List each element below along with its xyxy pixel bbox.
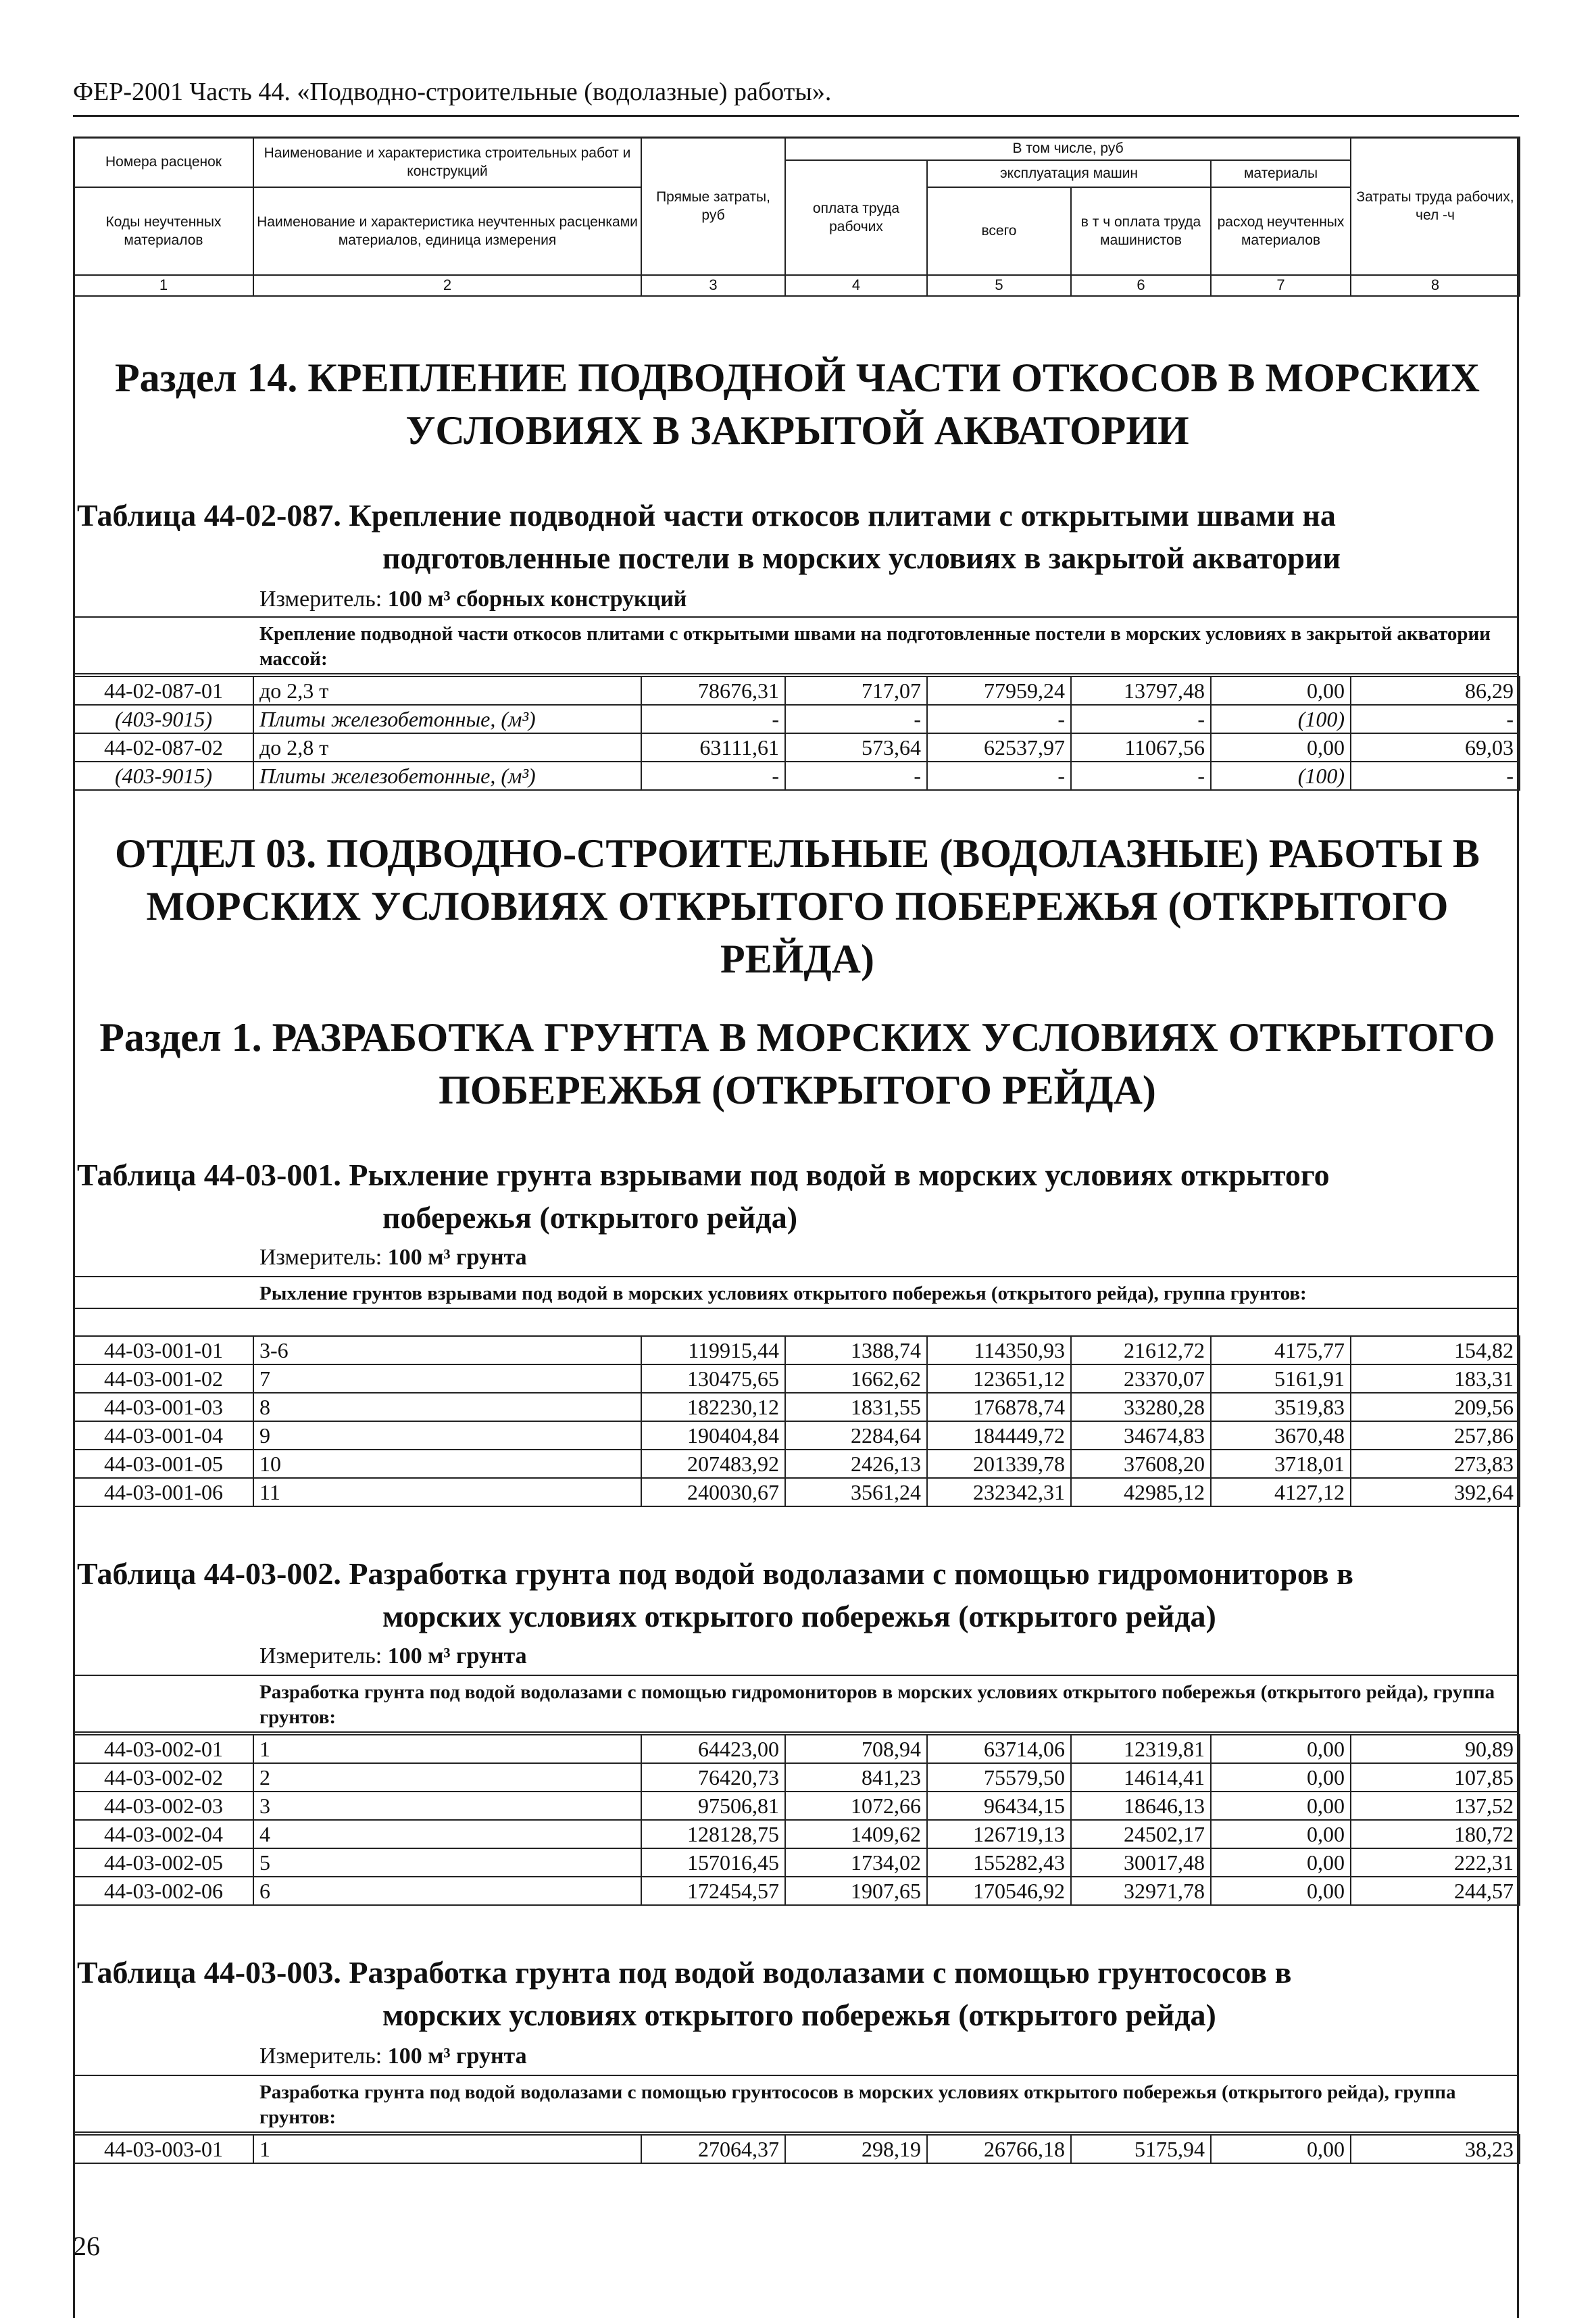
cell-c8: 244,57 — [1351, 1877, 1520, 1905]
table-087-data — [73, 676, 1520, 791]
material-row — [74, 762, 1520, 790]
table-001-description: Рыхление грунтов взрывами под водой в морских условиях открытого побережья (открытого рейда), группа грунтов: — [73, 1277, 1519, 1309]
table-002-meter — [259, 1644, 527, 1669]
cell-code: 44-03-002-04 — [74, 1820, 253, 1848]
cell-c3: 119915,44 — [641, 1336, 785, 1364]
material-cell-c3: - — [641, 705, 785, 733]
cell-code: 44-02-087-02 — [74, 733, 253, 762]
cell-c6: 37608,20 — [1071, 1450, 1211, 1478]
table-row — [74, 1763, 1520, 1792]
cell-c4: 717,07 — [785, 676, 927, 705]
cell-name: 9 — [253, 1421, 641, 1450]
table-row — [74, 1820, 1520, 1848]
table-087-title-line1: Крепление подводной части откосов плитами с открытыми швами на — [349, 498, 1336, 533]
cell-c3: 27064,37 — [641, 2135, 785, 2163]
cell-c3: 78676,31 — [641, 676, 785, 705]
table-003-meter — [259, 2044, 527, 2069]
cell-c6: 5175,94 — [1071, 2135, 1211, 2163]
table-003-title — [77, 1952, 1503, 2036]
table-003-title-line1: Разработка грунта под водой водолазами с помощью грунтососов в — [349, 1955, 1292, 1990]
cell-name: 5 — [253, 1848, 641, 1877]
cell-c5: 75579,50 — [927, 1763, 1071, 1792]
cell-c6: 33280,28 — [1071, 1393, 1211, 1421]
material-cell-c8: - — [1351, 762, 1520, 790]
page-number: 26 — [73, 2231, 100, 2261]
cell-c7: 0,00 — [1211, 1820, 1351, 1848]
material-cell-c6: - — [1071, 762, 1211, 790]
cell-c7: 0,00 — [1211, 1735, 1351, 1763]
table-002-title-line1: Разработка грунта под водой водолазами с помощью гидромониторов в — [349, 1556, 1353, 1591]
cell-code: 44-03-002-06 — [74, 1877, 253, 1905]
header-wage: оплата труда рабочих — [785, 160, 927, 275]
cell-c5: 96434,15 — [927, 1792, 1071, 1820]
cell-c6: 13797,48 — [1071, 676, 1211, 705]
cell-c5: 62537,97 — [927, 733, 1071, 762]
table-003-title-line2: морских условиях открытого побережья (открытого рейда) — [382, 1997, 1216, 2032]
table-row — [74, 1848, 1520, 1877]
table-001-title — [77, 1154, 1503, 1239]
cell-name: 3 — [253, 1792, 641, 1820]
header-labor-costs: Затраты труда рабочих, чел -ч — [1351, 137, 1520, 275]
table-row — [74, 1877, 1520, 1905]
cell-c4: 2284,64 — [785, 1421, 927, 1450]
cell-name: 2 — [253, 1763, 641, 1792]
cell-name: 1 — [253, 1735, 641, 1763]
cell-name: 4 — [253, 1820, 641, 1848]
cell-c7: 4175,77 — [1211, 1336, 1351, 1364]
cell-name: до 2,3 т — [253, 676, 641, 705]
header-name-bottom: Наименование и характеристика неучтенных расценками материалов, единица измерения — [253, 187, 641, 275]
material-cell-c4: - — [785, 762, 927, 790]
header-machines-wage: в т ч оплата труда машинистов — [1071, 187, 1211, 275]
material-cell-c4: - — [785, 705, 927, 733]
cell-c7: 0,00 — [1211, 1848, 1351, 1877]
cell-c5: 184449,72 — [927, 1421, 1071, 1450]
table-001-data — [73, 1335, 1520, 1507]
cell-c5: 176878,74 — [927, 1393, 1071, 1421]
section-14-title: Раздел 14. КРЕПЛЕНИЕ ПОДВОДНОЙ ЧАСТИ ОТКОСОВ В МОРСКИХ УСЛОВИЯХ В ЗАКРЫТОЙ АКВАТОРИИ — [115, 355, 1480, 453]
cell-code: 44-03-001-06 — [74, 1478, 253, 1506]
table-row — [74, 1421, 1520, 1450]
cell-c6: 21612,72 — [1071, 1336, 1211, 1364]
cell-c7: 0,00 — [1211, 676, 1351, 705]
table-002-data — [73, 1734, 1520, 1906]
cell-c6: 30017,48 — [1071, 1848, 1211, 1877]
cell-code: 44-03-002-05 — [74, 1848, 253, 1877]
cell-code: 44-03-001-03 — [74, 1393, 253, 1421]
cell-c8: 222,31 — [1351, 1848, 1520, 1877]
cell-c7: 0,00 — [1211, 1877, 1351, 1905]
header-including: В том числе, руб — [785, 137, 1351, 160]
cell-name: 8 — [253, 1393, 641, 1421]
header-codes-bottom: Коды неучтенных материалов — [74, 187, 253, 275]
cell-c8: 86,29 — [1351, 676, 1520, 705]
header-materials-sub: расход неучтенных материалов — [1211, 187, 1351, 275]
cell-c3: 97506,81 — [641, 1792, 785, 1820]
cell-code: 44-03-003-01 — [74, 2135, 253, 2163]
meter-label: Измеритель: — [259, 587, 382, 612]
table-row — [74, 1393, 1520, 1421]
cell-c3: 76420,73 — [641, 1763, 785, 1792]
meter-value: 100 м³ грунта — [387, 1644, 527, 1669]
cell-c8: 38,23 — [1351, 2135, 1520, 2163]
header-name-top: Наименование и характеристика строительных работ и конструкций — [253, 137, 641, 187]
table-003-number: Таблица 44-03-003. — [77, 1955, 341, 1990]
table-row — [74, 1792, 1520, 1820]
material-cell-c5: - — [927, 762, 1071, 790]
col-num-4: 4 — [785, 275, 927, 296]
header-materials: материалы — [1211, 160, 1351, 187]
table-001-title-line1: Рыхление грунта взрывами под водой в морских условиях открытого — [349, 1158, 1330, 1192]
cell-code: 44-03-001-01 — [74, 1336, 253, 1364]
cell-c6: 14614,41 — [1071, 1763, 1211, 1792]
cell-c8: 107,85 — [1351, 1763, 1520, 1792]
cell-c8: 90,89 — [1351, 1735, 1520, 1763]
material-cell-c3: - — [641, 762, 785, 790]
cell-c3: 157016,45 — [641, 1848, 785, 1877]
cell-c8: 69,03 — [1351, 733, 1520, 762]
cell-c4: 1662,62 — [785, 1364, 927, 1393]
cell-c6: 11067,56 — [1071, 733, 1211, 762]
cell-c5: 114350,93 — [927, 1336, 1071, 1364]
cell-c3: 172454,57 — [641, 1877, 785, 1905]
header-machines-total: всего — [927, 187, 1071, 275]
cell-code: 44-03-002-03 — [74, 1792, 253, 1820]
cell-c8: 154,82 — [1351, 1336, 1520, 1364]
cell-c6: 34674,83 — [1071, 1421, 1211, 1450]
cell-c5: 170546,92 — [927, 1877, 1071, 1905]
cell-c4: 1388,74 — [785, 1336, 927, 1364]
cell-c4: 3561,24 — [785, 1478, 927, 1506]
table-002-description: Разработка грунта под водой водолазами с помощью гидромониторов в морских условиях открытого побережья (открытого рейда), группа грунтов: — [73, 1676, 1519, 1733]
cell-name: до 2,8 т — [253, 733, 641, 762]
meter-value: 100 м³ грунта — [387, 2044, 527, 2069]
table-001-meter — [259, 1245, 527, 1271]
col-num-1: 1 — [74, 275, 253, 296]
cell-c4: 1831,55 — [785, 1393, 927, 1421]
cell-c5: 126719,13 — [927, 1820, 1071, 1848]
cell-c3: 63111,61 — [641, 733, 785, 762]
table-002-title — [77, 1553, 1503, 1637]
cell-c8: 273,83 — [1351, 1450, 1520, 1478]
cell-code: 44-03-001-02 — [74, 1364, 253, 1393]
meter-label: Измеритель: — [259, 2044, 382, 2069]
cell-c7: 0,00 — [1211, 2135, 1351, 2163]
table-002-title-line2: морских условиях открытого побережья (открытого рейда) — [382, 1598, 1216, 1633]
cell-c5: 201339,78 — [927, 1450, 1071, 1478]
cell-c4: 573,64 — [785, 733, 927, 762]
cell-c8: 137,52 — [1351, 1792, 1520, 1820]
header-direct-costs: Прямые затраты, руб — [641, 137, 785, 275]
cell-c4: 708,94 — [785, 1735, 927, 1763]
cell-c8: 209,56 — [1351, 1393, 1520, 1421]
table-row — [74, 1735, 1520, 1763]
cell-c5: 232342,31 — [927, 1478, 1071, 1506]
cell-c7: 0,00 — [1211, 1763, 1351, 1792]
cell-c7: 5161,91 — [1211, 1364, 1351, 1393]
cell-name: 11 — [253, 1478, 641, 1506]
cell-c8: 392,64 — [1351, 1478, 1520, 1506]
table-row — [74, 1478, 1520, 1506]
column-header-table — [73, 137, 1520, 297]
cell-c3: 130475,65 — [641, 1364, 785, 1393]
table-087-title-line2: подготовленные постели в морских условиях в закрытой акватории — [382, 540, 1341, 575]
cell-c6: 32971,78 — [1071, 1877, 1211, 1905]
cell-c5: 155282,43 — [927, 1848, 1071, 1877]
col-num-7: 7 — [1211, 275, 1351, 296]
table-087-number: Таблица 44-02-087. — [77, 498, 341, 533]
table-001-number: Таблица 44-03-001. — [77, 1158, 341, 1192]
material-cell-name: Плиты железобетонные, (м³) — [253, 705, 641, 733]
table-087-title — [77, 495, 1503, 579]
cell-name: 1 — [253, 2135, 641, 2163]
table-003-data — [73, 2134, 1520, 2164]
document-header: ФЕР-2001 Часть 44. «Подводно-строительные (водолазные) работы». — [73, 78, 832, 106]
col-num-5: 5 — [927, 275, 1071, 296]
department-03-title: ОТДЕЛ 03. ПОДВОДНО-СТРОИТЕЛЬНЫЕ (ВОДОЛАЗНЫЕ) РАБОТЫ В МОРСКИХ УСЛОВИЯХ ОТКРЫТОГО ПОБЕРЕЖЬЯ (ОТКРЫТОГО РЕЙДА) — [115, 831, 1480, 981]
table-001-title-line2: побережья (открытого рейда) — [382, 1200, 798, 1235]
cell-c3: 207483,92 — [641, 1450, 785, 1478]
cell-c7: 3718,01 — [1211, 1450, 1351, 1478]
table-row — [74, 2135, 1520, 2163]
cell-c7: 0,00 — [1211, 1792, 1351, 1820]
cell-c4: 1072,66 — [785, 1792, 927, 1820]
table-087-description: Крепление подводной части откосов плитами с открытыми швами на подготовленные постели в морских условиях в закрытой акватории массой: — [73, 618, 1519, 674]
table-002-number: Таблица 44-03-002. — [77, 1556, 341, 1591]
cell-c5: 63714,06 — [927, 1735, 1071, 1763]
cell-c6: 23370,07 — [1071, 1364, 1211, 1393]
meter-label: Измеритель: — [259, 1245, 382, 1270]
cell-c4: 1734,02 — [785, 1848, 927, 1877]
meter-value: 100 м³ грунта — [387, 1245, 527, 1270]
cell-c3: 182230,12 — [641, 1393, 785, 1421]
header-codes-top: Номера расценок — [74, 137, 253, 187]
cell-code: 44-03-001-04 — [74, 1421, 253, 1450]
cell-name: 6 — [253, 1877, 641, 1905]
cell-code: 44-03-001-05 — [74, 1450, 253, 1478]
material-cell-c7: (100) — [1211, 762, 1351, 790]
cell-c7: 0,00 — [1211, 733, 1351, 762]
material-cell-c6: - — [1071, 705, 1211, 733]
cell-c6: 12319,81 — [1071, 1735, 1211, 1763]
header-rule — [73, 115, 1519, 117]
table-row — [74, 1450, 1520, 1478]
cell-c5: 26766,18 — [927, 2135, 1071, 2163]
cell-c8: 180,72 — [1351, 1820, 1520, 1848]
cell-code: 44-03-002-01 — [74, 1735, 253, 1763]
material-cell-code: (403-9015) — [74, 705, 253, 733]
cell-c8: 257,86 — [1351, 1421, 1520, 1450]
table-row — [74, 676, 1520, 705]
cell-code: 44-03-002-02 — [74, 1763, 253, 1792]
col-num-8: 8 — [1351, 275, 1520, 296]
cell-c5: 77959,24 — [927, 676, 1071, 705]
cell-c5: 123651,12 — [927, 1364, 1071, 1393]
cell-c7: 3670,48 — [1211, 1421, 1351, 1450]
cell-c7: 4127,12 — [1211, 1478, 1351, 1506]
col-num-6: 6 — [1071, 275, 1211, 296]
material-cell-c8: - — [1351, 705, 1520, 733]
cell-c6: 24502,17 — [1071, 1820, 1211, 1848]
meter-label: Измеритель: — [259, 1644, 382, 1669]
cell-c6: 42985,12 — [1071, 1478, 1211, 1506]
cell-code: 44-02-087-01 — [74, 676, 253, 705]
table-087-meter — [259, 587, 687, 612]
material-row — [74, 705, 1520, 733]
cell-name: 3-6 — [253, 1336, 641, 1364]
header-machines: эксплуатация машин — [927, 160, 1211, 187]
table-row — [74, 733, 1520, 762]
cell-name: 7 — [253, 1364, 641, 1393]
cell-c4: 841,23 — [785, 1763, 927, 1792]
col-num-3: 3 — [641, 275, 785, 296]
cell-c3: 64423,00 — [641, 1735, 785, 1763]
cell-name: 10 — [253, 1450, 641, 1478]
cell-c6: 18646,13 — [1071, 1792, 1211, 1820]
cell-c3: 190404,84 — [641, 1421, 785, 1450]
cell-c3: 128128,75 — [641, 1820, 785, 1848]
table-row — [74, 1336, 1520, 1364]
cell-c4: 1907,65 — [785, 1877, 927, 1905]
material-cell-c5: - — [927, 705, 1071, 733]
meter-value: 100 м³ сборных конструкций — [387, 587, 687, 612]
cell-c7: 3519,83 — [1211, 1393, 1351, 1421]
material-cell-name: Плиты железобетонные, (м³) — [253, 762, 641, 790]
material-cell-c7: (100) — [1211, 705, 1351, 733]
cell-c4: 1409,62 — [785, 1820, 927, 1848]
material-cell-code: (403-9015) — [74, 762, 253, 790]
cell-c4: 298,19 — [785, 2135, 927, 2163]
section-1-title: Раздел 1. РАЗРАБОТКА ГРУНТА В МОРСКИХ УСЛОВИЯХ ОТКРЫТОГО ПОБЕРЕЖЬЯ (ОТКРЫТОГО РЕЙДА) — [99, 1015, 1495, 1112]
cell-c4: 2426,13 — [785, 1450, 927, 1478]
cell-c8: 183,31 — [1351, 1364, 1520, 1393]
cell-c3: 240030,67 — [641, 1478, 785, 1506]
table-003-description: Разработка грунта под водой водолазами с помощью грунтососов в морских условиях открытого побережья (открытого рейда), группа грунтов: — [73, 2076, 1519, 2133]
table-row — [74, 1364, 1520, 1393]
col-num-2: 2 — [253, 275, 641, 296]
